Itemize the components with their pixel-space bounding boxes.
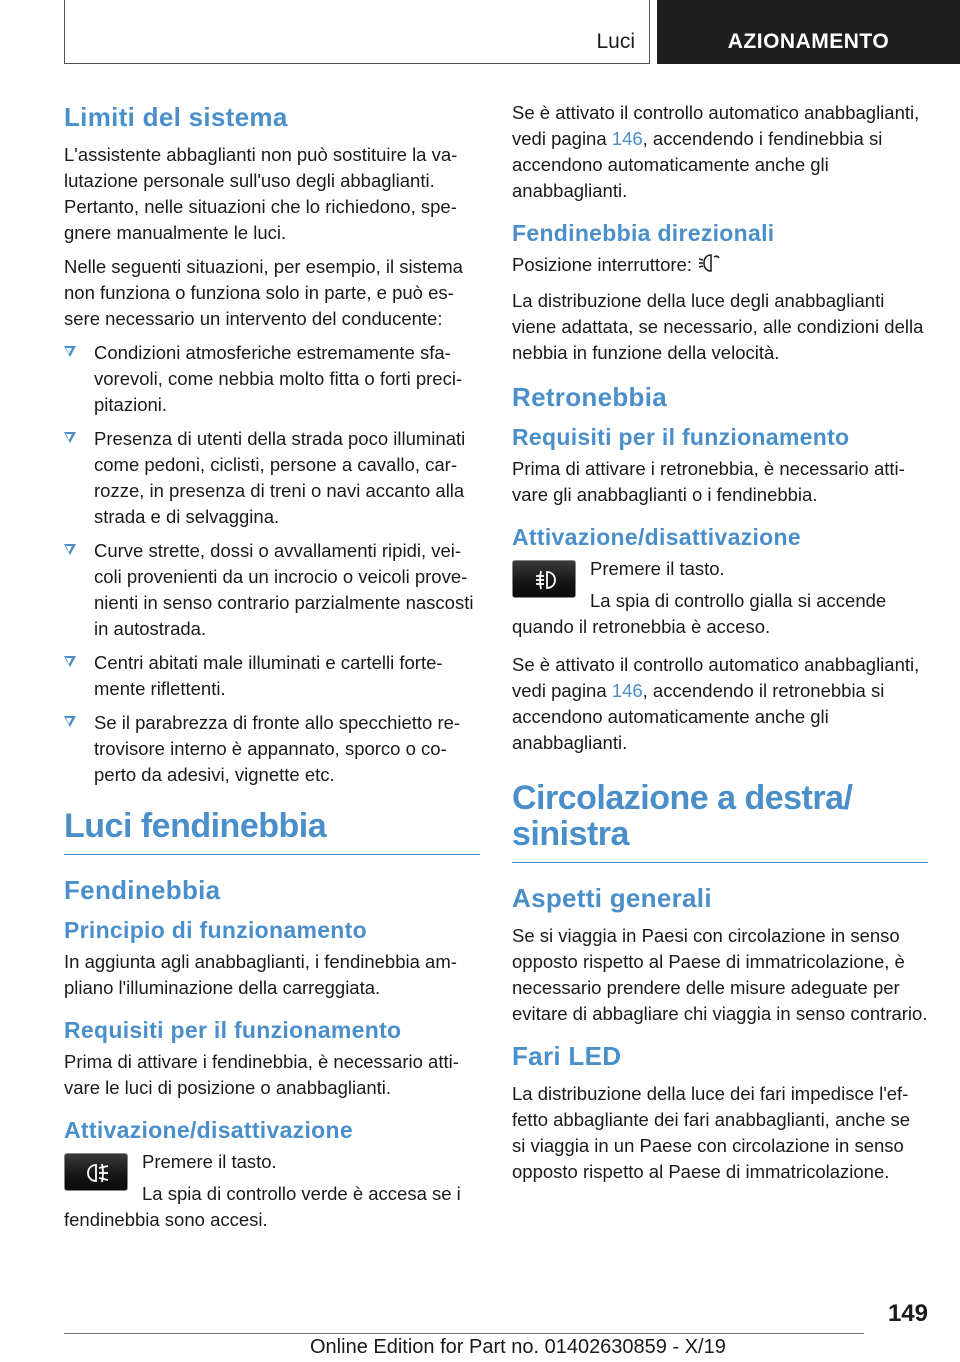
rear-activation-press-text: Premere il tasto. <box>590 558 725 579</box>
principle-heading: Principio di funzionamento <box>64 917 367 943</box>
auto2-text-b: , accendendo il retronebbia si accendono automaticamente anche gli anabbaglianti. <box>512 680 885 753</box>
rear-fog-heading: Retronebbia <box>512 382 667 412</box>
header-section-box <box>64 0 650 64</box>
auto-text-a: Se è attivato il controllo automatico anabbaglianti, vedi pagina <box>512 102 920 149</box>
list-item-text: Se il parabrezza di fronte allo specchietto retrovisore interno è appannato, sporco o coperto da adesivi, vignette etc. <box>94 712 461 785</box>
led-headlights-heading: Fari LED <box>512 1041 622 1071</box>
rear-activation-lamp-text-cont: quando il retronebbia è acceso. <box>512 616 771 637</box>
switch-position-line <box>512 252 928 280</box>
led-headlights-text: La distribuzione della luce dei fari impedisce l'effetto abbagliante dei fari anabbaglianti, anche se si viaggia in un Paese con circolazione in senso opposto rispetto al Paese di immatricolazione. <box>512 1083 911 1182</box>
fog-button-row <box>64 1149 480 1233</box>
fog-heading: Fendinebbia <box>64 875 221 905</box>
limits-paragraph-2: Nelle seguenti situazioni, per esempio, il sistema non funziona o funziona solo in parte, e può essere necessario un intervento del conducente: <box>64 256 463 329</box>
page-link-146-rear[interactable]: 146 <box>611 680 643 701</box>
rear-fog-button-row <box>512 556 928 640</box>
auto-highbeam-paragraph-2 <box>512 652 928 756</box>
footer-divider <box>64 1333 864 1334</box>
bullet-triangle-icon <box>64 716 76 727</box>
header-chapter-tab <box>657 0 960 64</box>
requirements-text: Prima di attivare i fendinebbia, è necessario attivare le luci di posizione o anabbaglianti. <box>64 1051 459 1098</box>
list-item <box>64 340 480 418</box>
bullet-triangle-icon <box>64 432 76 443</box>
right-column <box>512 100 928 1193</box>
general-aspects-heading: Aspetti generali <box>512 883 712 913</box>
auto2-text-a: Se è attivato il controllo automatico anabbaglianti, vedi pagina <box>512 654 920 701</box>
list-item <box>64 538 480 642</box>
list-item-text: Centri abitati male illuminati e cartelli fortemente riflettenti. <box>94 652 443 699</box>
front-fog-button-icon <box>64 1153 128 1191</box>
list-item-text: Curve strette, dossi o avvallamenti ripidi, veicoli provenienti da un incrocio o veicoli provenienti in senso contrario parzialmente nascosti in autostrada. <box>94 540 474 639</box>
requirements-heading: Requisiti per il funzionamento <box>64 1017 402 1043</box>
list-item <box>64 710 480 788</box>
limits-paragraph-1: L'assistente abbaglianti non può sostituire la valutazione personale sull'uso degli abbaglianti. Pertanto, nelle situazioni che lo richiedono, spegnere manualmente le luci. <box>64 144 458 243</box>
limits-list <box>64 340 480 788</box>
rear-activation-lamp-text: La spia di controllo gialla si accende <box>590 590 887 611</box>
list-item <box>64 426 480 530</box>
auto-highbeam-paragraph <box>512 100 928 204</box>
rear-activation-heading: Attivazione/disattivazione <box>512 524 801 550</box>
bullet-triangle-icon <box>64 656 76 667</box>
left-column <box>64 100 480 1233</box>
switch-position-label: Posizione interruttore: <box>512 254 692 275</box>
directional-fog-text: La distribuzione della luce degli anabbaglianti viene adattata, se necessario, alle condizioni della nebbia in funzione della velocità. <box>512 290 924 363</box>
auto-text-b: , accendendo i fendinebbia si accendono automaticamente anche gli anabbaglianti. <box>512 128 883 201</box>
footer-edition: Online Edition for Part no. 01402630859 - X/19 <box>310 1336 726 1358</box>
limits-heading: Limiti del sistema <box>64 102 288 132</box>
activation-lamp-text: La spia di controllo verde è accesa se i <box>142 1183 461 1204</box>
traffic-side-title: Circolazione a destra/ sinistra <box>512 780 928 863</box>
principle-text: In aggiunta agli anabbaglianti, i fendinebbia ampliano l'illuminazione della carreggiata. <box>64 951 457 998</box>
bullet-triangle-icon <box>64 346 76 357</box>
fog-switch-icon <box>698 253 720 280</box>
rear-fog-button-icon <box>512 560 576 598</box>
activation-press-text: Premere il tasto. <box>142 1151 277 1172</box>
header-section-title: Luci <box>596 30 635 53</box>
list-item <box>64 650 480 702</box>
bullet-triangle-icon <box>64 544 76 555</box>
activation-heading: Attivazione/disattivazione <box>64 1117 353 1143</box>
page-link-146[interactable]: 146 <box>611 128 643 149</box>
general-aspects-text: Se si viaggia in Paesi con circolazione in senso opposto rispetto al Paese di immatricolazione, è necessario prendere delle misure adeguate per evitare di abbagliare chi viaggia in senso contrario. <box>512 925 928 1024</box>
directional-fog-heading: Fendinebbia direzionali <box>512 220 775 246</box>
activation-lamp-text-cont: fendinebbia sono accesi. <box>64 1209 268 1230</box>
list-item-text: Condizioni atmosferiche estremamente sfavorevoli, come nebbia molto fitta o forti precipitazioni. <box>94 342 463 415</box>
fog-lights-title: Luci fendinebbia <box>64 808 480 855</box>
rear-requirements-heading: Requisiti per il funzionamento <box>512 424 850 450</box>
list-item-text: Presenza di utenti della strada poco illuminati come pedoni, ciclisti, persone a cavallo, carrozze, in presenza di treni o navi accanto alla strada e di selvaggina. <box>94 428 466 527</box>
page-number: 149 <box>887 1300 928 1327</box>
header-chapter-title: AZIONAMENTO <box>727 30 890 53</box>
rear-requirements-text: Prima di attivare i retronebbia, è necessario attivare gli anabbaglianti o i fendinebbia. <box>512 458 905 505</box>
